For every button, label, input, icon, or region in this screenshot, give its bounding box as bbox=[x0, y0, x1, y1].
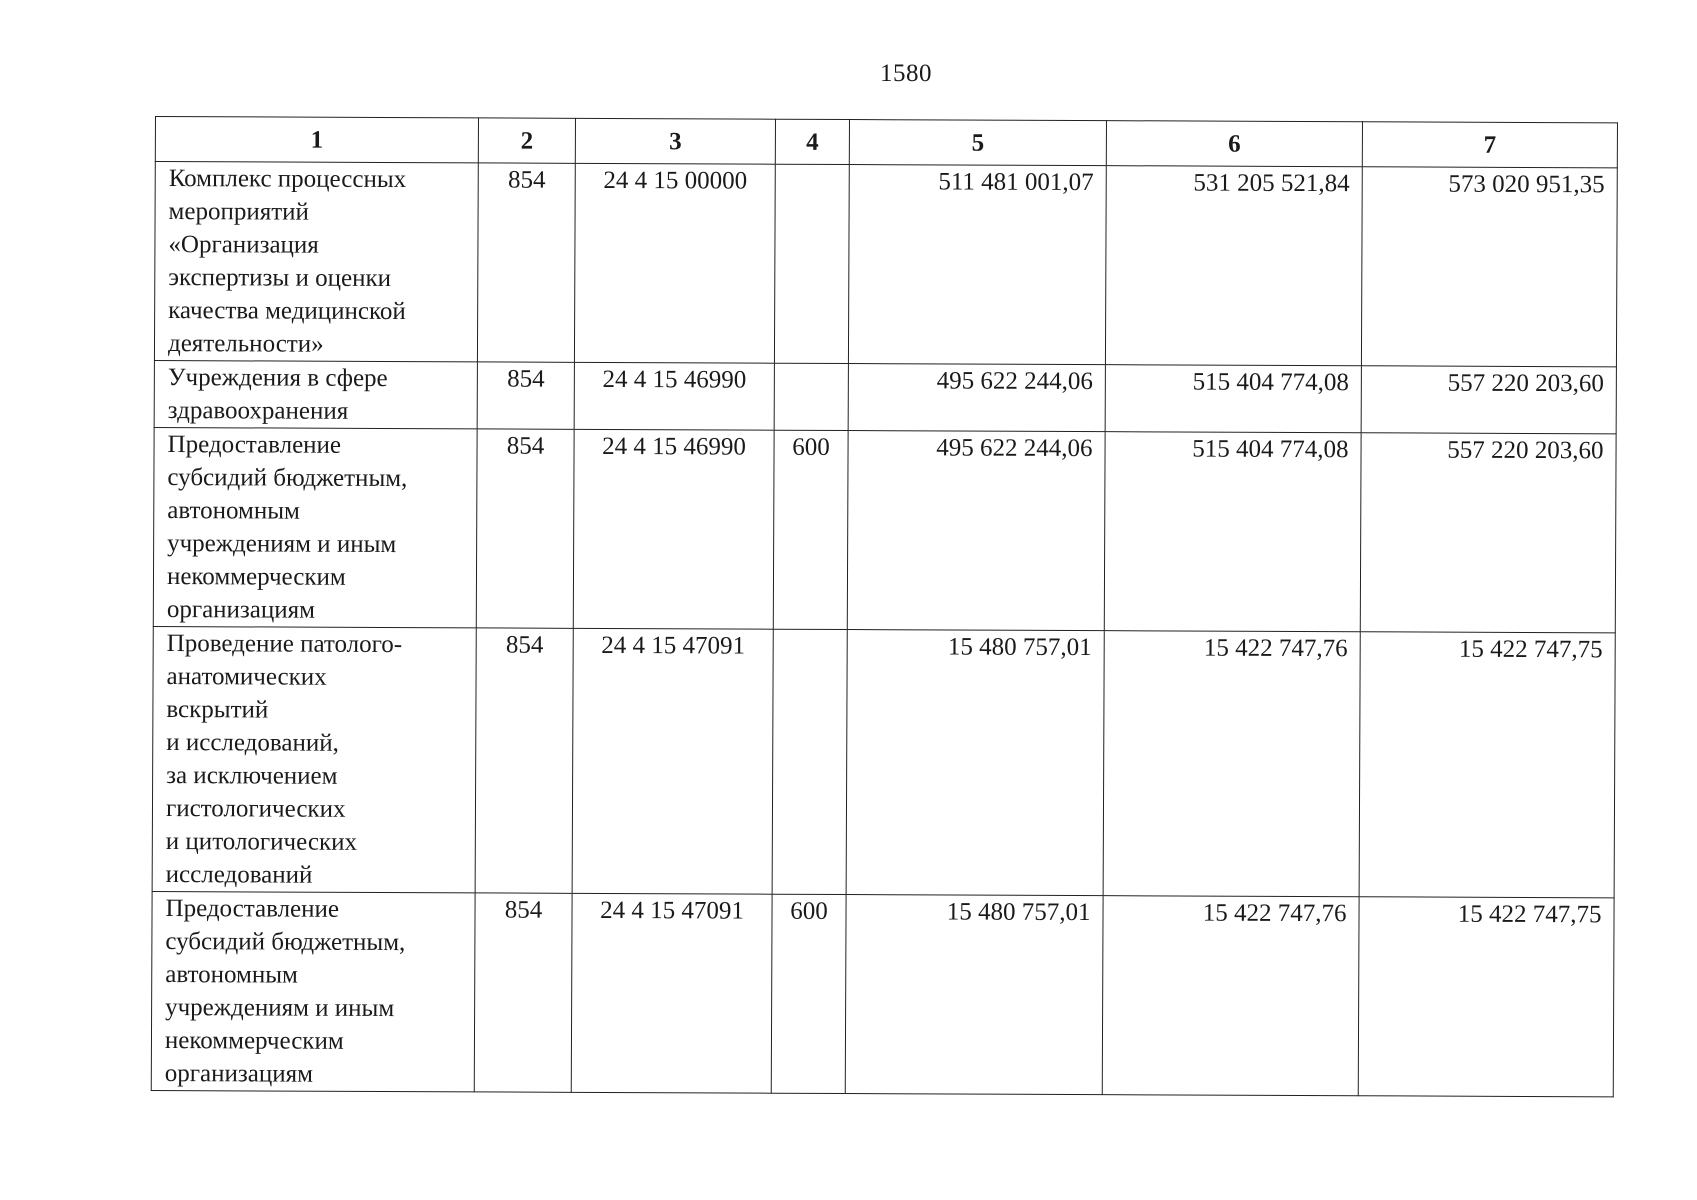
row-name-cell bbox=[154, 162, 478, 362]
expense-type-code: 600 bbox=[771, 894, 846, 1093]
amount-year-1: 511 481 001,07 bbox=[848, 165, 1106, 365]
page-number: 1580 bbox=[880, 60, 932, 87]
amount-year-2: 515 404 774,08 bbox=[1104, 432, 1361, 632]
amount-year-3: 557 220 203,60 bbox=[1361, 366, 1616, 434]
column-header-7: 7 bbox=[1362, 122, 1617, 168]
amount-year-1: 495 622 244,06 bbox=[847, 431, 1105, 631]
table-row bbox=[154, 360, 1616, 433]
column-header-3: 3 bbox=[575, 118, 775, 164]
amount-year-2: 515 404 774,08 bbox=[1105, 365, 1361, 433]
amount-year-2: 15 422 747,76 bbox=[1103, 631, 1360, 897]
amount-year-3: 573 020 951,35 bbox=[1361, 167, 1617, 367]
table-row bbox=[152, 626, 1615, 897]
amount-year-1: 15 480 757,01 bbox=[845, 895, 1103, 1095]
target-article-code: 24 4 15 46990 bbox=[574, 362, 774, 430]
row-name-cell bbox=[151, 891, 475, 1091]
amount-year-3: 557 220 203,60 bbox=[1360, 433, 1616, 633]
row-name-cell bbox=[152, 626, 476, 892]
target-article-code: 24 4 15 00000 bbox=[574, 163, 775, 363]
amount-year-1: 495 622 244,06 bbox=[848, 364, 1105, 432]
amount-year-1: 15 480 757,01 bbox=[846, 630, 1104, 896]
expense-type-code bbox=[774, 363, 848, 430]
row-name: Комплекс процессных мероприятий «Организация экспертизы и оценки качества медицинской деятельности» bbox=[167, 165, 407, 358]
table-header-row bbox=[155, 117, 1617, 168]
table-row bbox=[154, 162, 1617, 367]
column-header-1: 1 bbox=[155, 117, 478, 163]
column-header-4: 4 bbox=[775, 119, 849, 164]
department-code: 854 bbox=[477, 362, 574, 429]
column-header-6: 6 bbox=[1106, 121, 1362, 167]
expense-type-code bbox=[774, 164, 849, 363]
row-name: Предоставление субсидий бюджетным, автономным учреждениям и иным некоммерческим организациям bbox=[164, 895, 406, 1088]
amount-year-2: 531 205 521,84 bbox=[1105, 166, 1362, 366]
row-name-cell bbox=[153, 427, 477, 627]
table-row bbox=[153, 427, 1616, 632]
department-code: 854 bbox=[476, 429, 574, 628]
row-name-cell bbox=[154, 360, 477, 428]
row-name: Предоставление субсидий бюджетным, автономным учреждениям и иным некоммерческим организациям bbox=[166, 431, 408, 624]
table-row bbox=[151, 891, 1614, 1096]
department-code: 854 bbox=[477, 163, 575, 362]
target-article-code: 24 4 15 47091 bbox=[571, 893, 772, 1093]
target-article-code: 24 4 15 47091 bbox=[572, 628, 773, 894]
expense-type-code bbox=[772, 629, 847, 894]
department-code: 854 bbox=[474, 893, 572, 1092]
column-header-5: 5 bbox=[849, 120, 1106, 166]
target-article-code: 24 4 15 46990 bbox=[573, 429, 774, 629]
amount-year-2: 15 422 747,76 bbox=[1102, 896, 1359, 1096]
amount-year-3: 15 422 747,75 bbox=[1359, 632, 1615, 898]
expense-type-code: 600 bbox=[773, 430, 848, 629]
budget-table bbox=[151, 116, 1618, 1097]
department-code: 854 bbox=[475, 628, 573, 893]
row-name: Учреждения в сфере здравоохранения bbox=[167, 364, 388, 425]
amount-year-3: 15 422 747,75 bbox=[1358, 897, 1614, 1097]
column-header-2: 2 bbox=[478, 118, 575, 163]
row-name: Проведение патолого- анатомических вскрытий и исследований, за исключением гистологических и цитологических исследований bbox=[165, 630, 403, 889]
